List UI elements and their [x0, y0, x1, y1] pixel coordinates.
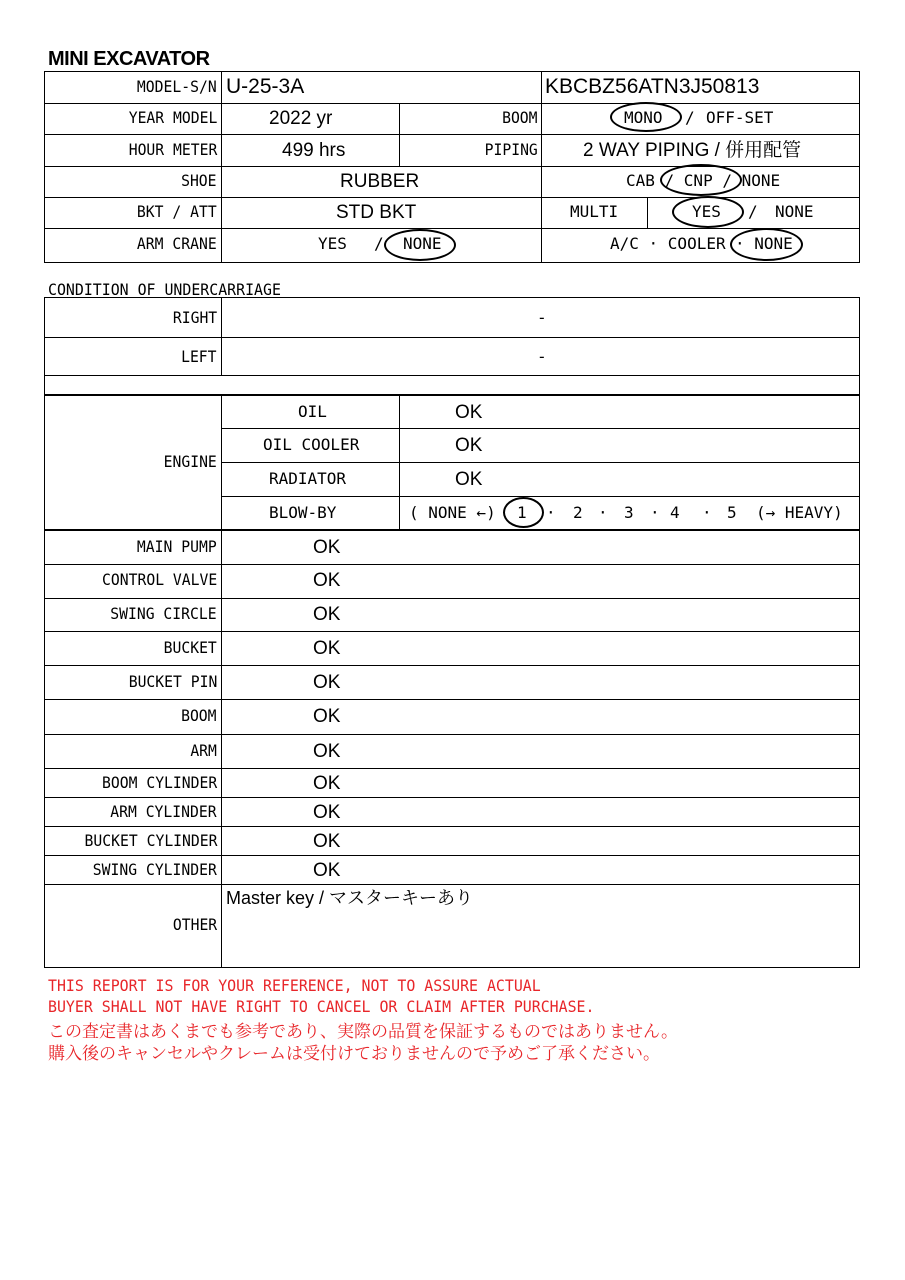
- blowby-scale-heavy: (→ HEAVY): [756, 503, 843, 522]
- check-value: OK: [313, 831, 341, 852]
- undercarriage-right-value: -: [537, 308, 547, 327]
- multi-none: NONE: [775, 202, 814, 221]
- check-label: BUCKET: [163, 638, 217, 657]
- check-label: MAIN PUMP: [137, 537, 217, 556]
- check-value: OK: [313, 802, 341, 823]
- undercarriage-left-label: LEFT: [181, 347, 217, 366]
- check-value: OK: [313, 672, 341, 693]
- blowby-dot-2: ·: [598, 503, 608, 522]
- check-label: SWING CIRCLE: [110, 604, 217, 623]
- multi-yes-circle: [672, 196, 744, 228]
- blowby-dot-4: ·: [702, 503, 712, 522]
- engine-radiator-value: OK: [455, 469, 483, 490]
- hour-meter-label: HOUR METER: [128, 140, 217, 159]
- boom-mono-circle: [610, 102, 682, 132]
- engine-blowby-label: BLOW-BY: [269, 503, 337, 522]
- other-value: Master key / マスターキーあり: [226, 888, 474, 908]
- engine-oil-value: OK: [455, 402, 483, 423]
- blowby-level-4: 4: [670, 503, 680, 522]
- check-label: BUCKET CYLINDER: [84, 831, 217, 850]
- check-value: OK: [313, 570, 341, 591]
- piping-value: 2 WAY PIPING / 併用配管: [583, 140, 802, 161]
- check-value: OK: [313, 773, 341, 794]
- blowby-scale-none: ( NONE ←): [409, 503, 496, 522]
- blowby-dot-1: ·: [546, 503, 556, 522]
- boom-separator: /: [685, 108, 695, 127]
- hour-meter-value: 499 hrs: [282, 140, 346, 161]
- check-value: OK: [313, 741, 341, 762]
- cab-cnp-circle: [660, 164, 742, 196]
- boom-label: BOOM: [502, 108, 538, 127]
- blowby-level-1: 1: [517, 503, 527, 522]
- check-label: ARM: [190, 741, 217, 760]
- blowby-dot-3: ·: [650, 503, 660, 522]
- bkt-att-value: STD BKT: [336, 202, 417, 223]
- check-label: BUCKET PIN: [128, 672, 217, 691]
- blowby-level-3: 3: [624, 503, 634, 522]
- check-label: BOOM CYLINDER: [101, 773, 217, 792]
- ac-cooler-label: A/C · COOLER: [610, 234, 726, 253]
- check-value: OK: [313, 638, 341, 659]
- multi-separator: /: [748, 202, 758, 221]
- document-title: MINI EXCAVATOR: [48, 48, 210, 70]
- engine-oil-cooler-label: OIL COOLER: [263, 435, 360, 454]
- shoe-value: RUBBER: [340, 171, 420, 192]
- blowby-level-5: 5: [727, 503, 737, 522]
- undercarriage-heading: CONDITION OF UNDERCARRIAGE: [48, 280, 281, 299]
- check-value: OK: [313, 706, 341, 727]
- bkt-att-label: BKT / ATT: [137, 202, 217, 221]
- ac-cooler-none: · NONE: [735, 234, 793, 253]
- arm-crane-none-circle: [384, 229, 456, 261]
- undercarriage-right-label: RIGHT: [172, 308, 217, 327]
- serial-number: KBCBZ56ATN3J50813: [545, 75, 760, 98]
- year-model-value: 2022 yr: [269, 108, 333, 129]
- undercarriage-left-value: -: [537, 347, 547, 366]
- check-label: ARM CYLINDER: [110, 802, 217, 821]
- other-label: OTHER: [172, 915, 217, 934]
- check-label: SWING CYLINDER: [92, 860, 217, 879]
- disclaimer-line-1: THIS REPORT IS FOR YOUR REFERENCE, NOT TO ASSURE ACTUAL: [48, 976, 541, 995]
- engine-oil-label: OIL: [298, 402, 327, 421]
- arm-crane-separator: /: [374, 234, 384, 253]
- engine-oil-cooler-value: OK: [455, 435, 483, 456]
- disclaimer-line-3: この査定書はあくまでも参考であり、実際の品質を保証するものではありません。: [48, 1022, 679, 1041]
- check-label: CONTROL VALVE: [101, 570, 217, 589]
- check-label: BOOM: [181, 706, 217, 725]
- ac-none-circle: [730, 228, 803, 261]
- model-value: U-25-3A: [226, 75, 305, 98]
- year-model-label: YEAR MODEL: [128, 108, 217, 127]
- engine-label: ENGINE: [163, 452, 217, 471]
- multi-label: MULTI: [570, 202, 619, 221]
- disclaimer-line-2: BUYER SHALL NOT HAVE RIGHT TO CANCEL OR CLAIM AFTER PURCHASE.: [48, 997, 595, 1016]
- check-value: OK: [313, 860, 341, 881]
- disclaimer-line-4: 購入後のキャンセルやクレームは受付けておりませんので予めご了承ください。: [48, 1044, 660, 1063]
- engine-radiator-label: RADIATOR: [269, 469, 347, 488]
- shoe-label: SHOE: [181, 171, 217, 190]
- blowby-level-2: 2: [573, 503, 583, 522]
- arm-crane-none: NONE: [403, 234, 442, 253]
- arm-crane-label: ARM CRANE: [137, 234, 217, 253]
- check-value: OK: [313, 604, 341, 625]
- boom-option-mono: MONO: [624, 108, 663, 127]
- blowby-selected-circle: [503, 497, 544, 528]
- check-value: OK: [313, 537, 341, 558]
- multi-yes: YES: [692, 202, 721, 221]
- piping-label: PIPING: [484, 140, 538, 159]
- arm-crane-yes: YES: [318, 234, 347, 253]
- model-sn-label: MODEL-S/N: [137, 77, 217, 96]
- cab-options: CAB / CNP / NONE: [626, 171, 781, 190]
- boom-option-offset: OFF-SET: [706, 108, 774, 127]
